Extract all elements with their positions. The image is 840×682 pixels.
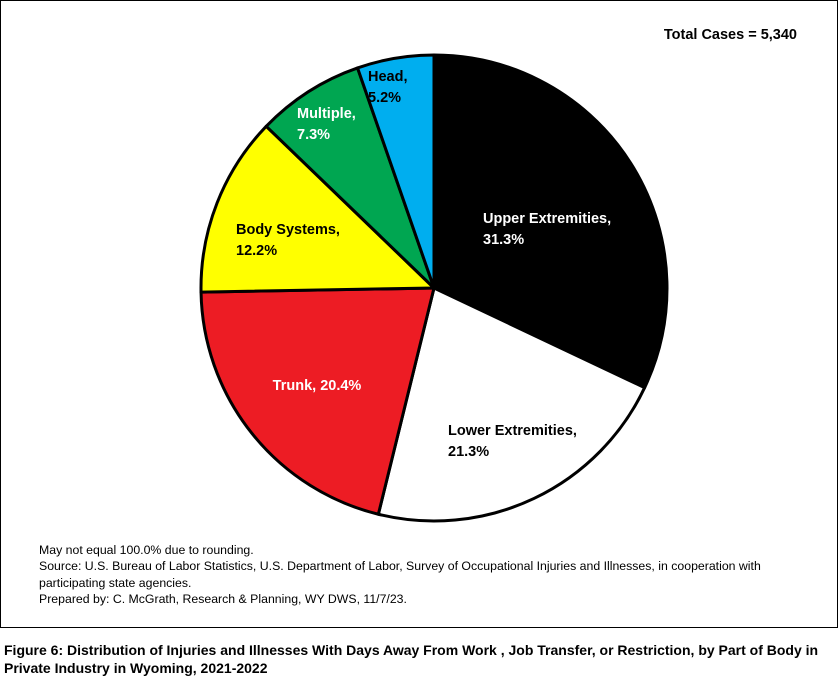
chart-notes xyxy=(39,542,809,607)
slice-label-lower-extremities: Lower Extremities, 21.3% xyxy=(448,423,577,460)
slice-label-head: Head, 5.2% xyxy=(368,69,408,106)
slice-label-upper-extremities: Upper Extremities, 31.3% xyxy=(483,211,612,248)
pie-chart xyxy=(1,1,839,629)
source-note: Source: U.S. Bureau of Labor Statistics, U.S. Department of Labor, Survey of Occupational Injuries and Illnesses, in cooperation with participating state agencies. xyxy=(39,559,761,590)
rounding-note: May not equal 100.0% due to rounding. xyxy=(39,543,254,557)
slice-label-multiple: Multiple, 7.3% xyxy=(297,106,356,143)
prepared-by-note: Prepared by: C. McGrath, Research & Planning, WY DWS, 11/7/23. xyxy=(39,591,407,606)
slice-label-trunk: Trunk, 20.4% xyxy=(272,378,362,394)
slice-label-body-systems: Body Systems, 12.2% xyxy=(236,222,340,259)
figure-caption: Figure 6: Distribution of Injuries and Illnesses With Days Away From Work , Job Transfer, or Restriction, by Part of Body in Private Industry in Wyoming, 2021-2022 xyxy=(4,642,819,676)
total-cases-label: Total Cases = 5,340 xyxy=(663,27,797,43)
